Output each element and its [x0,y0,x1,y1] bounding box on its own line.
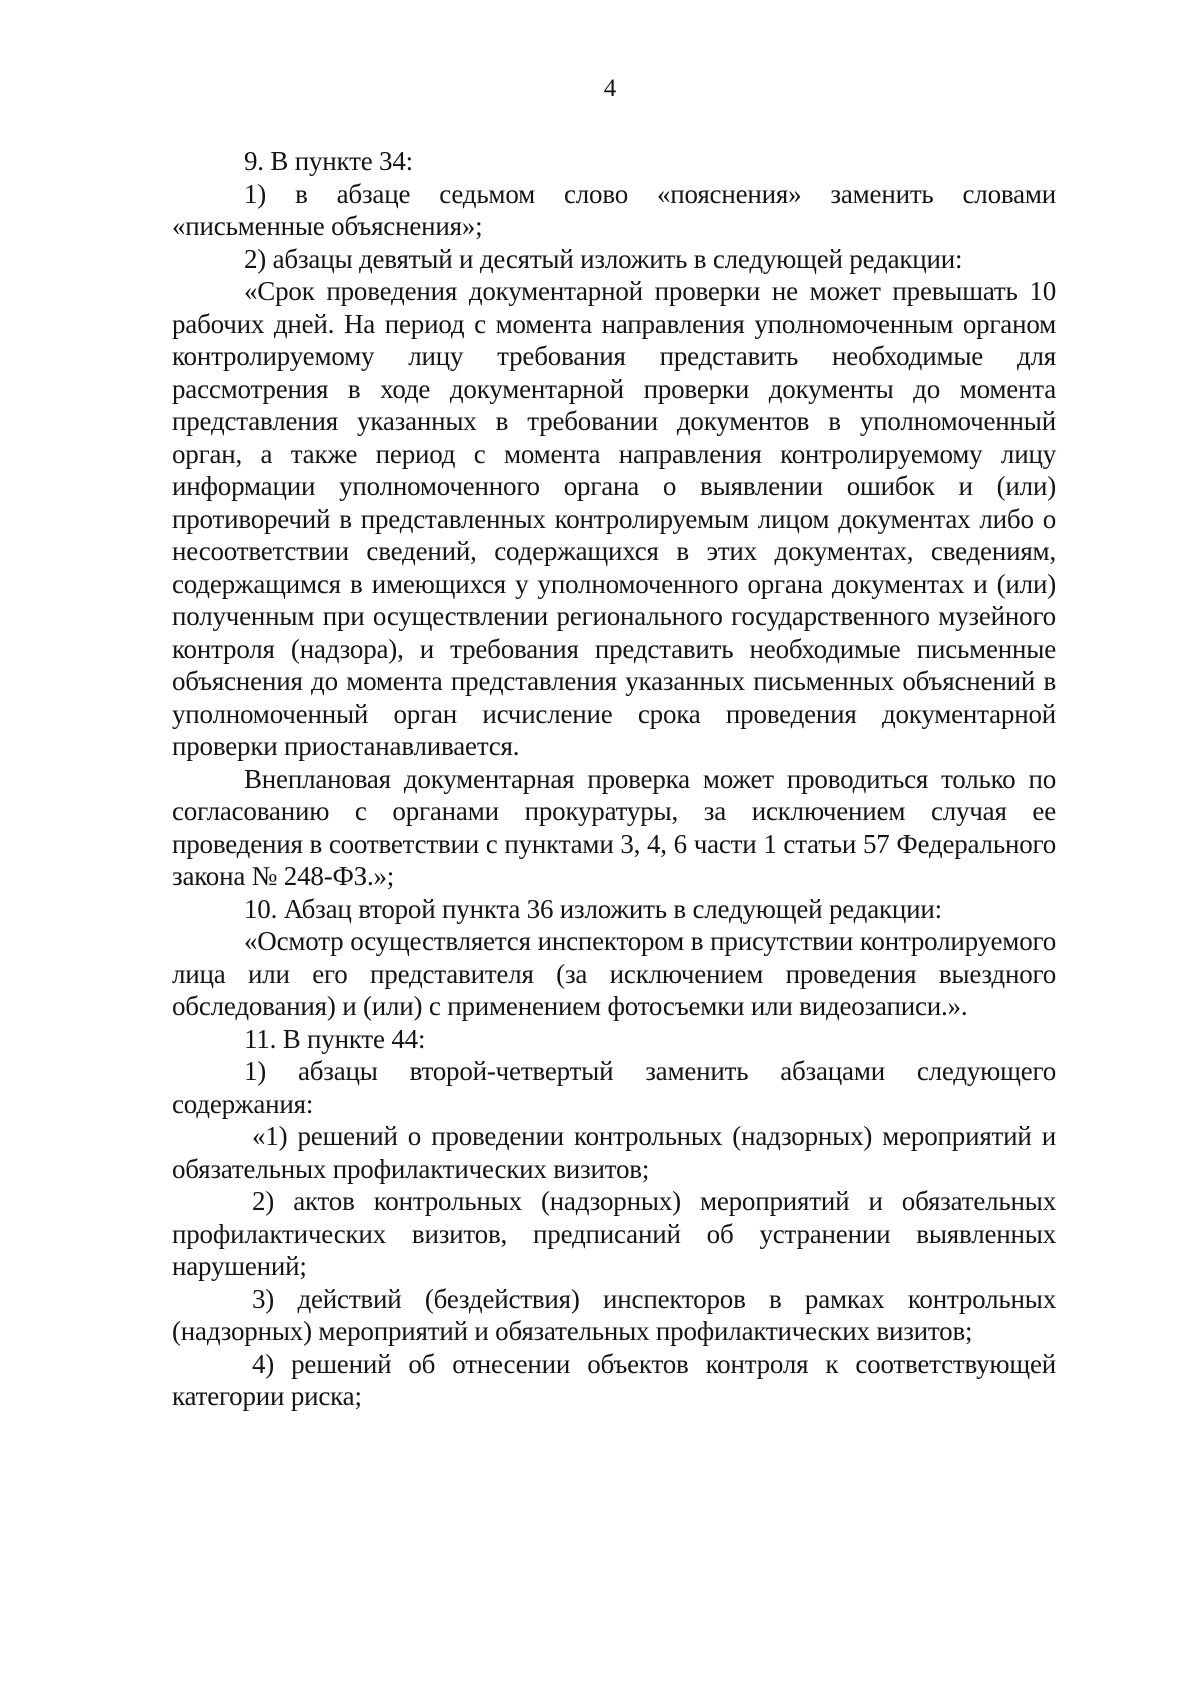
paragraph-list-item-3: 3) действий (бездействия) инспекторов в рамках контрольных (надзорных) мероприятий и обязательных профилактических визитов; [172,1283,1056,1346]
paragraph-item-10: 10. Абзац второй пункта 36 изложить в следующей редакции: [244,893,942,924]
paragraph-subitem-1: 1) в абзаце седьмом слово «пояснения» заменить словами «письменные объяснения»; [172,178,1056,241]
document-body [172,145,1056,1413]
paragraph-item-9: 9. В пункте 34: [244,146,413,176]
paragraph-quote-review-term: «Срок проведения документарной проверки не может превышать 10 рабочих дней. На период с момента направления уполномоченным органом контролируемому лицу требования представить необходимые для рассмотрения в ходе документарной проверки документы до момента представления указанных в требовании документов в уполномоченный орган, а также период с момента направления контролируемому лицу информации уполномоченного органа о выявлении ошибок и (или) противоречий в представленных контролируемым лицом документах либо о несоответствии сведений, содержащихся в этих документах, сведениям, содержащимся в имеющихся у уполномоченного органа документах и (или) полученным при осуществлении регионального государственного музейного контроля (надзора), и требования представить необходимые письменные объяснения до момента представления указанных письменных объяснений в уполномоченный орган исчисление срока проведения документарной проверки приостанавливается. [172,276,1056,761]
paragraph-list-item-4: 4) решений об отнесении объектов контроля к соответствующей категории риска; [172,1348,1056,1411]
paragraph-item-11: 11. В пункте 44: [244,1023,426,1054]
paragraph-list-item-1: «1) решений о проведении контрольных (надзорных) мероприятий и обязательных профилактических визитов; [172,1121,1056,1184]
paragraph-quote-inspection: «Осмотр осуществляется инспектором в присутствии контролируемого лица или его представителя (за исключением проведения выездного обследования) и (или) с применением фотосъемки или видеозаписи.». [172,926,1056,1021]
paragraph-subitem-2: 2) абзацы девятый и десятый изложить в следующей редакции: [244,243,963,274]
paragraph-unscheduled-review: Внеплановая документарная проверка может проводиться только по согласованию с органами прокуратуры, за исключением случая ее проведения в соответствии с пунктами 3, 4, 6 части 1 статьи 57 Федерального закона № 248-ФЗ.»; [172,763,1056,891]
page-number: 4 [603,75,617,102]
paragraph-subitem-1-replace: 1) абзацы второй-четвертый заменить абзацами следующего содержания: [172,1056,1056,1119]
paragraph-list-item-2: 2) актов контрольных (надзорных) мероприятий и обязательных профилактических визитов, предписаний об устранении выявленных нарушений; [172,1186,1056,1281]
